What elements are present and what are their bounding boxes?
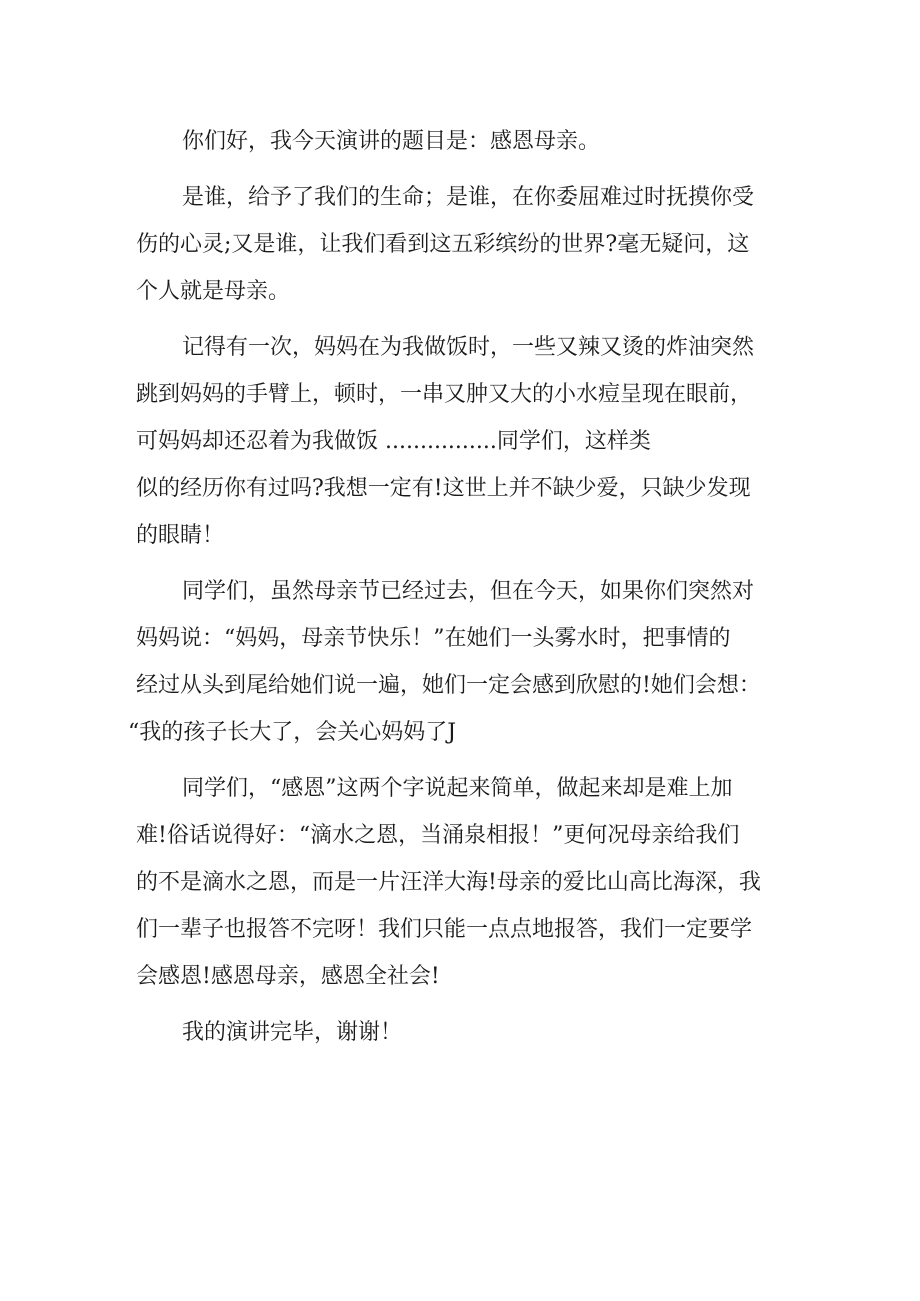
paragraph-greeting xyxy=(136,118,816,165)
text-line: “我的孩子长大了，会关心妈妈了J xyxy=(128,720,457,745)
text-line: 妈妈说：“妈妈，母亲节快乐！”在她们一头雾水时，把事情的 xyxy=(136,626,731,651)
text-line: 伤的心灵;又是谁，让我们看到这五彩缤纷的世界?毫无疑问，这 xyxy=(136,232,750,257)
text-line: 会感恩!感恩母亲，感恩全社会! xyxy=(136,964,440,989)
text-line: 记得有一次，妈妈在为我做饭时，一些又辣又烫的炸油突然 xyxy=(182,335,755,360)
text-line: 经过从头到尾给她们说一遍，她们一定会感到欣慰的!她们会想： xyxy=(136,673,761,698)
text-line: 同学们，“感恩”这两个字说起来简单，做起来却是难上加 xyxy=(182,776,733,801)
text-line: 可妈妈却还忍着为我做饭 ................同学们，这样类 xyxy=(136,429,651,454)
paragraph-closing xyxy=(136,1009,816,1056)
text-line: 个人就是母亲。 xyxy=(136,279,291,304)
paragraph-gratitude xyxy=(136,765,816,1000)
paragraph-who-gave-life xyxy=(136,174,816,315)
text-line: 的不是滴水之恩，而是一片汪洋大海!母亲的爱比山高比海深，我 xyxy=(136,870,761,895)
text-line: 你们好，我今天演讲的题目是：感恩母亲。 xyxy=(182,129,601,154)
text-line: 是谁，给予了我们的生命；是谁，在你委屈难过时抚摸你受 xyxy=(182,185,755,210)
text-line: 我的演讲完毕，谢谢！ xyxy=(182,1020,403,1045)
text-line: 似的经历你有过吗?我想一定有!这世上并不缺少爱，只缺少发现 xyxy=(136,476,751,501)
text-line: 的眼睛！ xyxy=(136,523,225,548)
paragraph-mothers-day xyxy=(128,568,816,756)
paragraph-memory xyxy=(136,324,816,559)
text-line: 们一辈子也报答不完呀！我们只能一点点地报答，我们一定要学 xyxy=(136,917,753,942)
text-line: 跳到妈妈的手臂上，顿时，一串又肿又大的小水痘呈现在眼前， xyxy=(136,382,753,407)
speech-text-body xyxy=(128,118,816,1065)
text-line: 同学们，虽然母亲节已经过去，但在今天，如果你们突然对 xyxy=(182,579,755,604)
text-line: 难!俗话说得好：“滴水之恩，当涌泉相报！”更何况母亲给我们 xyxy=(136,823,740,848)
